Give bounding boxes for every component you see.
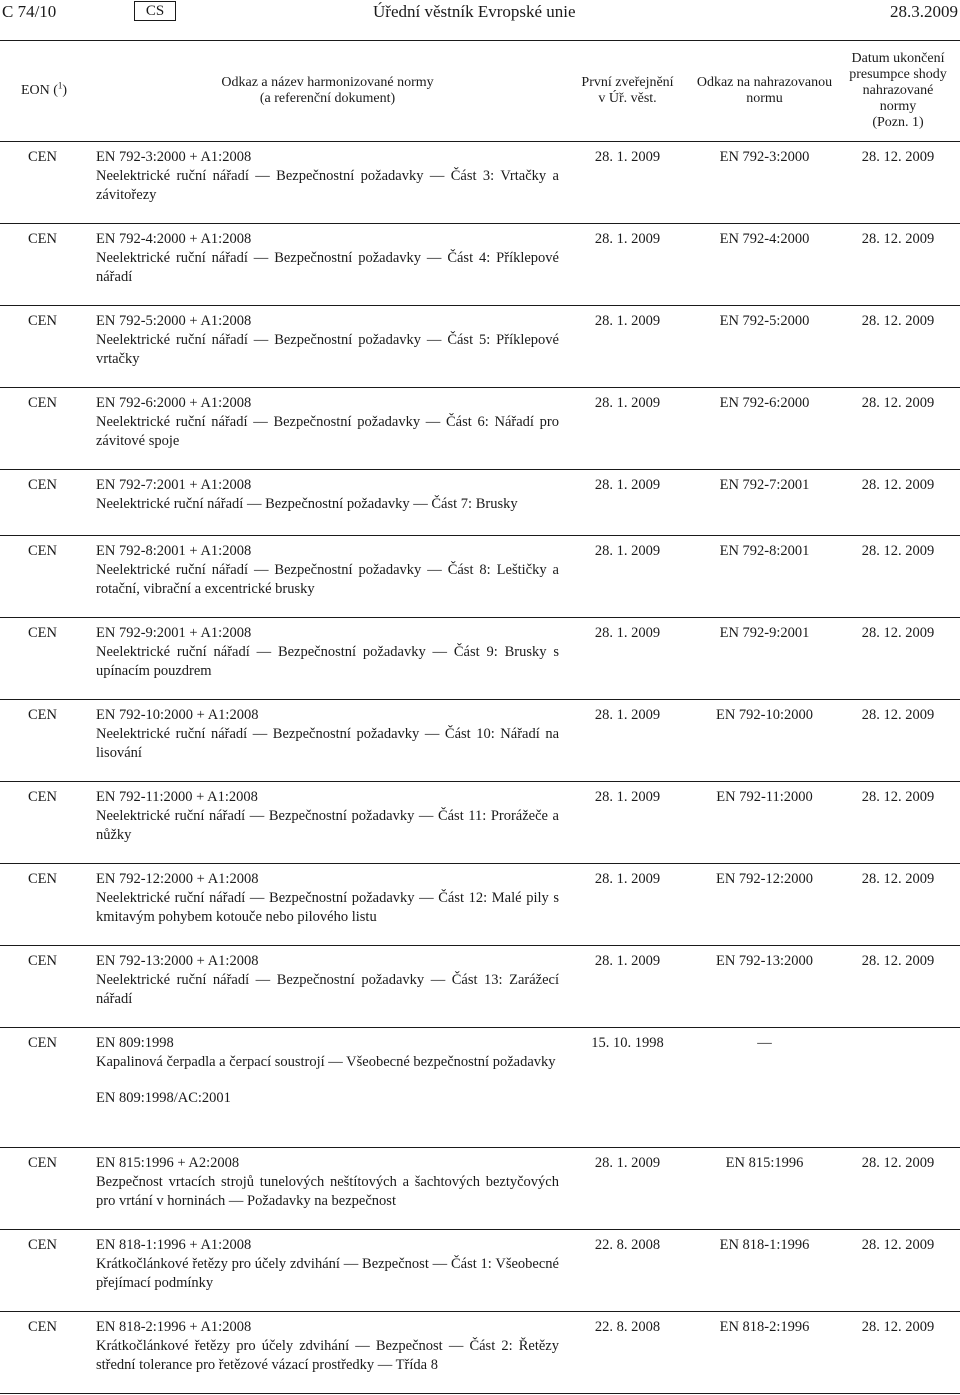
first-publication-cell: 22. 8. 2008 <box>562 1230 693 1312</box>
standard-reference: EN 792-11:2000 + A1:2008 <box>96 789 258 805</box>
first-publication-cell: 28. 1. 2009 <box>562 1148 693 1230</box>
table-row <box>0 306 960 388</box>
reference-cell <box>88 388 562 470</box>
cessation-date-cell: 28. 12. 2009 <box>836 306 960 388</box>
table-row <box>0 618 960 700</box>
cessation-date-cell: 28. 12. 2009 <box>836 1312 960 1394</box>
standard-reference: EN 792-4:2000 + A1:2008 <box>96 231 252 247</box>
superseded-standard-cell: EN 792-5:2000 <box>693 306 836 388</box>
standard-title: Bezpečnost vrtacích strojů tunelových neštítových a šachtových beztyčových pro vrtání v horninách — Požadavky na bezpečnost <box>96 1174 559 1209</box>
table-row <box>0 1028 960 1148</box>
eon-cell: CEN <box>0 306 88 388</box>
standard-title: Neelektrické ruční nářadí — Bezpečnostní požadavky — Část 11: Prorážeče a nůžky <box>96 808 559 843</box>
superseded-standard-cell: EN 792-9:2001 <box>693 618 836 700</box>
reference-cell <box>88 224 562 306</box>
superseded-standard-cell: EN 792-13:2000 <box>693 946 836 1028</box>
eon-cell: CEN <box>0 864 88 946</box>
col-superseded-standard-header: Odkaz na nahrazovanou normu <box>693 41 836 142</box>
table-row <box>0 536 960 618</box>
superseded-standard-cell: EN 792-6:2000 <box>693 388 836 470</box>
eon-cell: CEN <box>0 1312 88 1394</box>
standard-title: Neelektrické ruční nářadí — Bezpečnostní požadavky — Část 4: Příklepové nářadí <box>96 250 559 285</box>
first-publication-cell: 28. 1. 2009 <box>562 306 693 388</box>
first-publication-cell: 28. 1. 2009 <box>562 470 693 536</box>
eon-cell: CEN <box>0 782 88 864</box>
reference-cell <box>88 782 562 864</box>
footnote-ref: 1 <box>57 80 63 91</box>
first-publication-cell: 28. 1. 2009 <box>562 618 693 700</box>
standard-reference: EN 792-8:2001 + A1:2008 <box>96 543 252 559</box>
table-row <box>0 224 960 306</box>
table-row <box>0 864 960 946</box>
eon-cell: CEN <box>0 470 88 536</box>
table-row <box>0 142 960 224</box>
reference-cell <box>88 700 562 782</box>
reference-cell <box>88 470 562 536</box>
reference-cell <box>88 1028 562 1148</box>
superseded-standard-cell: EN 815:1996 <box>693 1148 836 1230</box>
superseded-standard-cell: EN 792-10:2000 <box>693 700 836 782</box>
standard-reference: EN 792-3:2000 + A1:2008 <box>96 149 252 165</box>
cessation-date-cell: 28. 12. 2009 <box>836 142 960 224</box>
cessation-date-cell: 28. 12. 2009 <box>836 536 960 618</box>
reference-cell <box>88 618 562 700</box>
reference-cell <box>88 306 562 388</box>
standard-title: Neelektrické ruční nářadí — Bezpečnostní požadavky — Část 12: Malé pily s kmitavým pohybem kotouče nebo pilového listu <box>96 890 559 925</box>
reference-cell <box>88 864 562 946</box>
standard-reference: EN 792-12:2000 + A1:2008 <box>96 871 259 887</box>
standard-title: Neelektrické ruční nářadí — Bezpečnostní požadavky — Část 6: Nářadí pro závitové spoje <box>96 414 559 449</box>
col-first-publication-header: První zveřejnění v Úř. věst. <box>562 41 693 142</box>
superseded-standard-cell: EN 818-1:1996 <box>693 1230 836 1312</box>
standard-title: Neelektrické ruční nářadí — Bezpečnostní požadavky — Část 8: Leštičky a rotační, vibrační a excentrické brusky <box>96 562 559 597</box>
cessation-date-cell: 28. 12. 2009 <box>836 470 960 536</box>
eon-cell: CEN <box>0 946 88 1028</box>
reference-cell <box>88 142 562 224</box>
superseded-standard-cell: EN 792-8:2001 <box>693 536 836 618</box>
eon-cell: CEN <box>0 700 88 782</box>
col-eon-header: EON ($^1$) <box>0 41 88 142</box>
col-reference-header: Odkaz a název harmonizované normy (a referenční dokument) <box>88 41 562 142</box>
first-publication-cell: 28. 1. 2009 <box>562 224 693 306</box>
first-publication-cell: 28. 1. 2009 <box>562 782 693 864</box>
cessation-date-cell: 28. 12. 2009 <box>836 618 960 700</box>
standard-reference: EN 792-13:2000 + A1:2008 <box>96 953 259 969</box>
reference-cell <box>88 536 562 618</box>
cessation-date-cell: 28. 12. 2009 <box>836 1230 960 1312</box>
eon-cell: CEN <box>0 388 88 470</box>
standard-title: Neelektrické ruční nářadí — Bezpečnostní požadavky — Část 13: Zarážecí nářadí <box>96 972 559 1007</box>
superseded-standard-cell: EN 818-2:1996 <box>693 1312 836 1394</box>
first-publication-cell: 28. 1. 2009 <box>562 700 693 782</box>
standard-title: Neelektrické ruční nářadí — Bezpečnostní požadavky — Část 10: Nářadí na lisování <box>96 726 559 761</box>
cessation-date-cell: 28. 12. 2009 <box>836 700 960 782</box>
superseded-standard-cell: EN 792-7:2001 <box>693 470 836 536</box>
cessation-date-cell: 28. 12. 2009 <box>836 782 960 864</box>
eon-cell: CEN <box>0 536 88 618</box>
cessation-date-cell <box>836 1028 960 1148</box>
standard-reference: EN 809:1998 <box>96 1035 174 1051</box>
eon-cell: CEN <box>0 1148 88 1230</box>
col-cessation-date-header: Datum ukončení presumpce shody nahrazované normy (Pozn. 1) <box>836 41 960 142</box>
first-publication-cell: 28. 1. 2009 <box>562 946 693 1028</box>
first-publication-cell: 28. 1. 2009 <box>562 388 693 470</box>
reference-cell <box>88 1230 562 1312</box>
standard-reference: EN 818-2:1996 + A1:2008 <box>96 1319 252 1335</box>
eon-cell: CEN <box>0 1028 88 1148</box>
cessation-date-cell: 28. 12. 2009 <box>836 864 960 946</box>
superseded-standard-cell: EN 792-3:2000 <box>693 142 836 224</box>
eon-cell: CEN <box>0 142 88 224</box>
table-header-row <box>0 41 960 142</box>
standard-title: Krátkočlánkové řetězy pro účely zdvihání — Bezpečnost — Část 2: Řetězy střední tolerance pro řetězové vázací prostředky — Třída 8 <box>96 1338 559 1373</box>
cessation-date-cell: 28. 12. 2009 <box>836 224 960 306</box>
standard-title: Kapalinová čerpadla a čerpací soustrojí — Všeobecné bezpečnostní požadavky <box>96 1054 556 1070</box>
reference-cell <box>88 1148 562 1230</box>
superseded-standard-cell: — <box>693 1028 836 1148</box>
table-row <box>0 470 960 536</box>
standard-reference: EN 792-10:2000 + A1:2008 <box>96 707 259 723</box>
table-row <box>0 782 960 864</box>
language-box: CS <box>134 1 176 21</box>
table-row <box>0 700 960 782</box>
standard-reference: EN 818-1:1996 + A1:2008 <box>96 1237 252 1253</box>
page-header <box>0 0 960 26</box>
standard-reference: EN 792-7:2001 + A1:2008 <box>96 477 252 493</box>
superseded-standard-cell: EN 792-12:2000 <box>693 864 836 946</box>
first-publication-cell: 15. 10. 1998 <box>562 1028 693 1148</box>
table-row <box>0 1148 960 1230</box>
cessation-date-cell: 28. 12. 2009 <box>836 946 960 1028</box>
table-row <box>0 388 960 470</box>
standard-reference: EN 792-5:2000 + A1:2008 <box>96 313 252 329</box>
standard-title: Krátkočlánkové řetězy pro účely zdvihání — Bezpečnost — Část 1: Všeobecné přejímací podmínky <box>96 1256 559 1291</box>
eon-cell: CEN <box>0 224 88 306</box>
eon-cell: CEN <box>0 1230 88 1312</box>
table-row <box>0 1312 960 1394</box>
first-publication-cell: 28. 1. 2009 <box>562 864 693 946</box>
cessation-date-cell: 28. 12. 2009 <box>836 1148 960 1230</box>
standard-reference: EN 815:1996 + A2:2008 <box>96 1155 240 1171</box>
corrigendum-reference: EN 809:1998/AC:2001 <box>96 1090 231 1106</box>
reference-cell <box>88 946 562 1028</box>
first-publication-cell: 22. 8. 2008 <box>562 1312 693 1394</box>
issue-date: 28.3.2009 <box>890 2 958 21</box>
cessation-date-cell: 28. 12. 2009 <box>836 388 960 470</box>
journal-title: Úřední věstník Evropské unie <box>373 2 576 21</box>
standard-reference: EN 792-9:2001 + A1:2008 <box>96 625 252 641</box>
standard-reference: EN 792-6:2000 + A1:2008 <box>96 395 252 411</box>
eon-cell: CEN <box>0 618 88 700</box>
reference-cell <box>88 1312 562 1394</box>
superseded-standard-cell: EN 792-4:2000 <box>693 224 836 306</box>
superseded-standard-cell: EN 792-11:2000 <box>693 782 836 864</box>
standard-title: Neelektrické ruční nářadí — Bezpečnostní požadavky — Část 3: Vrtačky a závitořezy <box>96 168 559 203</box>
standard-title: Neelektrické ruční nářadí — Bezpečnostní požadavky — Část 7: Brusky <box>96 496 518 512</box>
table-row <box>0 1230 960 1312</box>
first-publication-cell: 28. 1. 2009 <box>562 536 693 618</box>
table-row <box>0 946 960 1028</box>
first-publication-cell: 28. 1. 2009 <box>562 142 693 224</box>
standard-title: Neelektrické ruční nářadí — Bezpečnostní požadavky — Část 9: Brusky s upínacím pouzdrem <box>96 644 559 679</box>
harmonized-standards-table <box>0 40 960 1394</box>
page-number: C 74/10 <box>2 2 57 21</box>
standard-title: Neelektrické ruční nářadí — Bezpečnostní požadavky — Část 5: Příklepové vrtačky <box>96 332 559 367</box>
